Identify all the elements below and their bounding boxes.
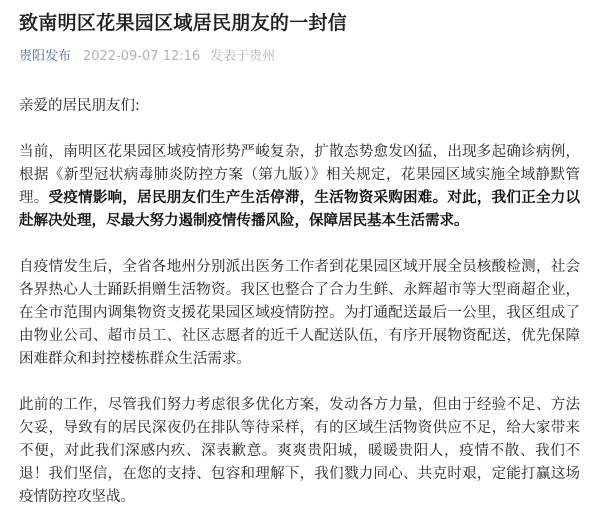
- paragraph-2: 自疫情发生后，全省各地州分别派出医务工作者到花果园区域开展全员核酸检测，社会各界热心人士踊跃捐赠生活物资。我区也整合了合力生鲜、永辉超市等大型商超企业，在全市范围内调集物资支援花果园区域疫情防控。为打通配送最后一公里，我区组成了由物业公司、超市员工、社区志愿者的近千人配送队伍，有序开展物资配送，优先保障困难群众和封控楼栋群众生活需求。: [19, 259, 580, 367]
- paragraph-1-text: 当前，南明区花果园区域疫情形势严峻复杂，扩散态势愈发凶猛，出现多起确诊病例，根据《新型冠状病毒肺炎防控方案（第九版）》相关规定，花果园区域实施全域静默管理。: [19, 144, 580, 206]
- publish-location: 发表于贵州: [210, 49, 276, 64]
- article-meta: [19, 49, 580, 65]
- article: [0, 11, 600, 509]
- paragraph-1: [19, 141, 580, 233]
- greeting: 亲爱的居民朋友们:: [19, 98, 140, 114]
- article-title: 致南明区花果园区域居民朋友的一封信: [19, 12, 348, 34]
- paragraph-1-bold-text: 受疫情影响，居民朋友们生产生活停滞，生活物资采购困难。对此，我们正全力以赴解决处理，尽最大努力遏制疫情传播风险，保障居民基本生活需求。: [19, 190, 581, 229]
- publish-time: 2022-09-07 12:16: [83, 49, 201, 64]
- paragraph-3: 此前的工作，尽管我们努力考虑很多优化方案，发动各方力量，但由于经验不足、方法欠妥，导致有的居民深夜仍在排队等待采样，有的区域生活物资供应不足，给大家带来不便，对此我们深感内疚、深表歉意。爽爽贵阳城，暖暖贵阳人，疫情不散、我们不退！我们坚信，在您的支持、包容和理解下，我们戮力同心、共克时艰，定能打赢这场疫情防控攻坚战。: [19, 397, 580, 505]
- account-name-link[interactable]: 贵阳发布: [19, 49, 72, 64]
